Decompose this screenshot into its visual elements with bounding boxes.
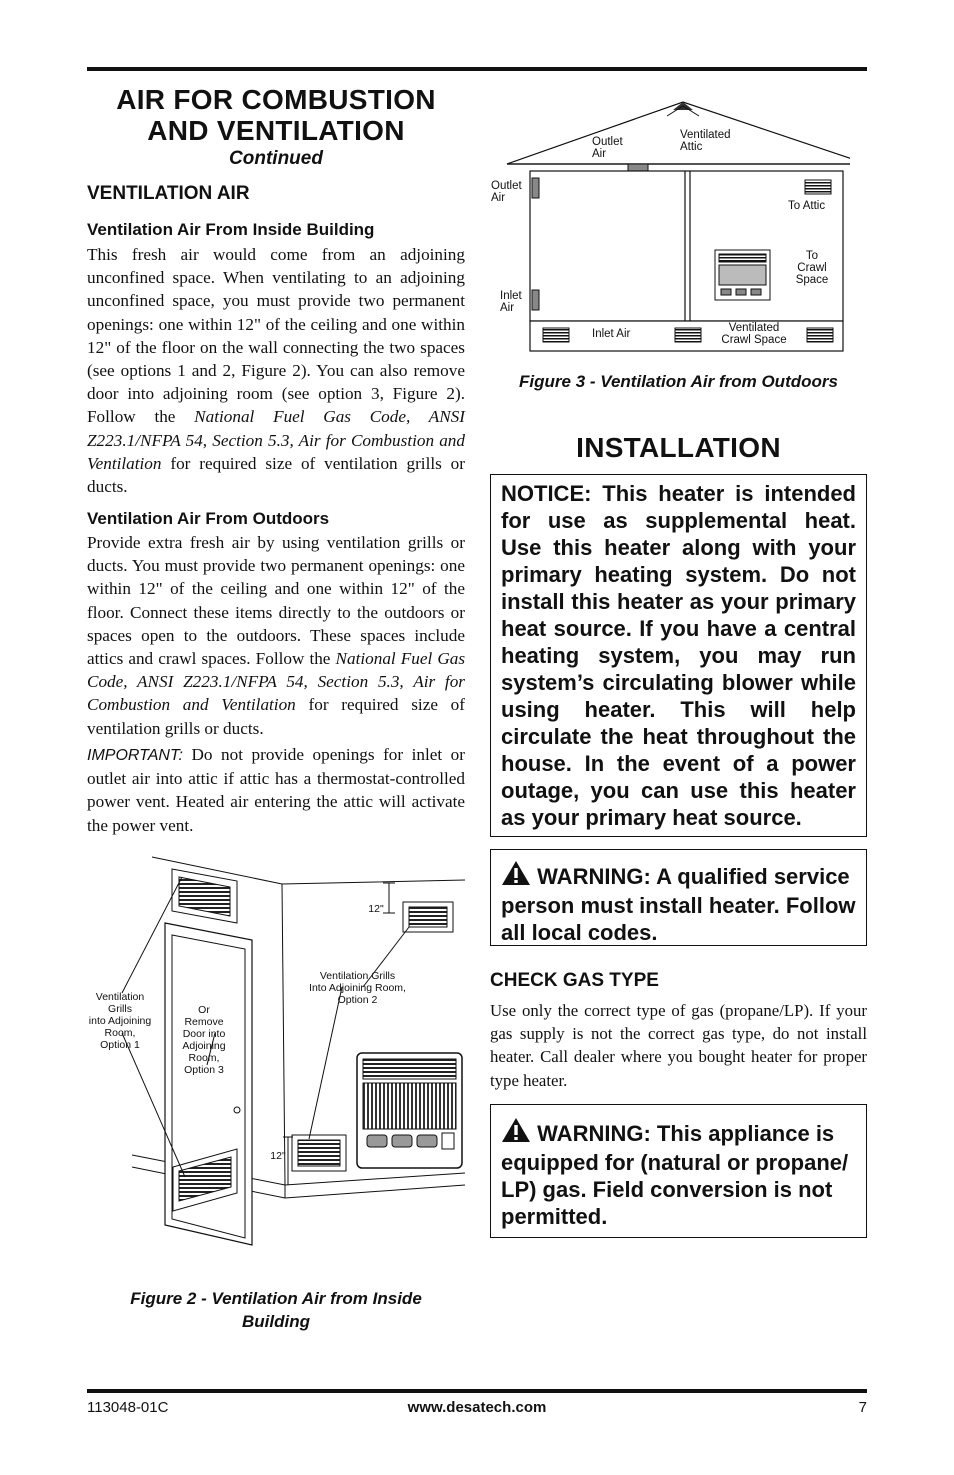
inside-text-italic: National Fuel Gas Code, ANSI Z223.1/NFPA 54, Section 5.3, Air for Combustion and Ventilation (87, 407, 465, 473)
figure2-caption: Figure 2 - Ventilation Air from Inside Building (130, 1289, 422, 1331)
figure3-caption: Figure 3 - Ventilation Air from Outdoors (519, 372, 838, 391)
warning-box-installer (490, 849, 867, 946)
fig3-label-to-crawl-space: To Crawl Space (795, 250, 829, 286)
ventilation-air-heading: VENTILATION AIR (87, 183, 250, 204)
footer-website[interactable]: www.desatech.com (407, 1399, 547, 1416)
footer-page-number: 7 (858, 1399, 867, 1416)
important-label: IMPORTANT: (87, 747, 183, 764)
installation-heading: INSTALLATION (576, 432, 781, 463)
fig2-label-option1: Ventilation Grills into Adjoining Room, Option 1 (88, 991, 152, 1051)
fig3-label-ventilated-attic: Ventilated Attic (680, 129, 731, 153)
check-gas-heading: CHECK GAS TYPE (490, 970, 659, 991)
outdoors-text-italic: National Fuel Gas Code, ANSI Z223.1/NFPA 54, Section 5.3, Air for Combustion and Ventilation (87, 649, 466, 715)
footer-doc-number: 113048-01C (87, 1399, 169, 1416)
notice-box (490, 474, 867, 837)
warning-installer-text: WARNING: A qualified service person must install heater. Follow all local codes. (501, 860, 856, 946)
heater-illustration (357, 1053, 462, 1168)
grill-lower-right (292, 1135, 346, 1171)
important-text (87, 743, 465, 837)
inside-text-end: for required size of ventilation grills or ducts. (87, 453, 465, 497)
figure2-illustration (87, 855, 467, 1260)
page-title-line1: AIR FOR COMBUSTION (116, 84, 436, 115)
fig2-label-option2: Ventilation Grills Into Adjoining Room, Option 2 (309, 970, 406, 1006)
fig2-label-option3: Or Remove Door into Adjoining Room, Option 3 (182, 1004, 226, 1076)
fig3-heater (715, 250, 770, 300)
fig2-dim-bottom: 12" (270, 1150, 286, 1162)
top-rule (87, 67, 867, 71)
fig3-label-outlet-air-roof: Outlet Air (592, 136, 623, 160)
fig3-label-inlet-air-wall: Inlet Air (500, 290, 522, 314)
outdoors-text-end: for required size of ventilation grills or ducts. (87, 695, 465, 738)
page-title-line2: AND VENTILATION (147, 115, 405, 146)
warning-triangle-icon (501, 860, 531, 892)
footer-rule (87, 1389, 867, 1393)
grill-upper-right (403, 902, 453, 932)
outdoors-heading: Ventilation Air From Outdoors (87, 509, 330, 528)
check-gas-text: Use only the correct type of gas (propane/LP). If your gas supply is not the correct gas type, do not install heater. Call dealer where you bought heater for proper type heater. (490, 1001, 867, 1090)
important-body: Do not provide openings for inlet or outlet air into attic if attic has a thermostat-controlled power vent. Heated air entering the attic will activate the power vent. (87, 745, 465, 835)
outdoors-text (87, 531, 465, 740)
fig3-label-outlet-air-wall: Outlet Air (491, 180, 522, 204)
warning-triangle-icon (501, 1117, 531, 1149)
notice-text: NOTICE: This heater is intended for use as supplemental heat. Use this heater along with your primary heating system. Do not install this heater as your primary heat source. If you have a central heating system, you may run system’s circulating blower while using heater. This will help circulate the heat throughout the house. In the event of a power outage, you can use this heater as your primary heat source. (501, 481, 856, 830)
outdoors-text-plain: Provide extra fresh air by using ventilation grills or ducts. You must provide two permanent openings: one within 12" of the ceiling and one within 12" of the floor. Connect these items directly to the outdoors or spaces open to the outdoors. These spaces include attics and crawl spaces. Follow the (87, 533, 465, 669)
figure3-illustration (505, 98, 850, 356)
warning-gas-text: WARNING: This appliance is equipped for (natural or propane/ LP) gas. Field conversion is not permitted. (501, 1117, 856, 1230)
fig2-dim-top: 12" (368, 903, 384, 915)
fig3-label-to-attic: To Attic (788, 200, 826, 212)
fig3-label-ventilated-crawl-space: Ventilated Crawl Space (721, 322, 787, 346)
fig3-label-inlet-air-floor: Inlet Air (592, 328, 631, 340)
inside-building-heading: Ventilation Air From Inside Building (87, 220, 375, 239)
continued-label: Continued (229, 148, 323, 169)
inside-text-plain: This fresh air would come from an adjoining unconfined space. When ventilating to an adjoining unconfined space, you must provide two permanent openings: one within 12" of the ceiling and one within 12" of the floor on the wall connecting the two spaces (see options 1 and 2, Figure 2). You can also remove door into adjoining room (see option 3, Figure 2). Follow the (87, 245, 465, 427)
warning-box-gas (490, 1104, 867, 1238)
page-title (87, 84, 465, 146)
inside-building-text (87, 243, 465, 498)
